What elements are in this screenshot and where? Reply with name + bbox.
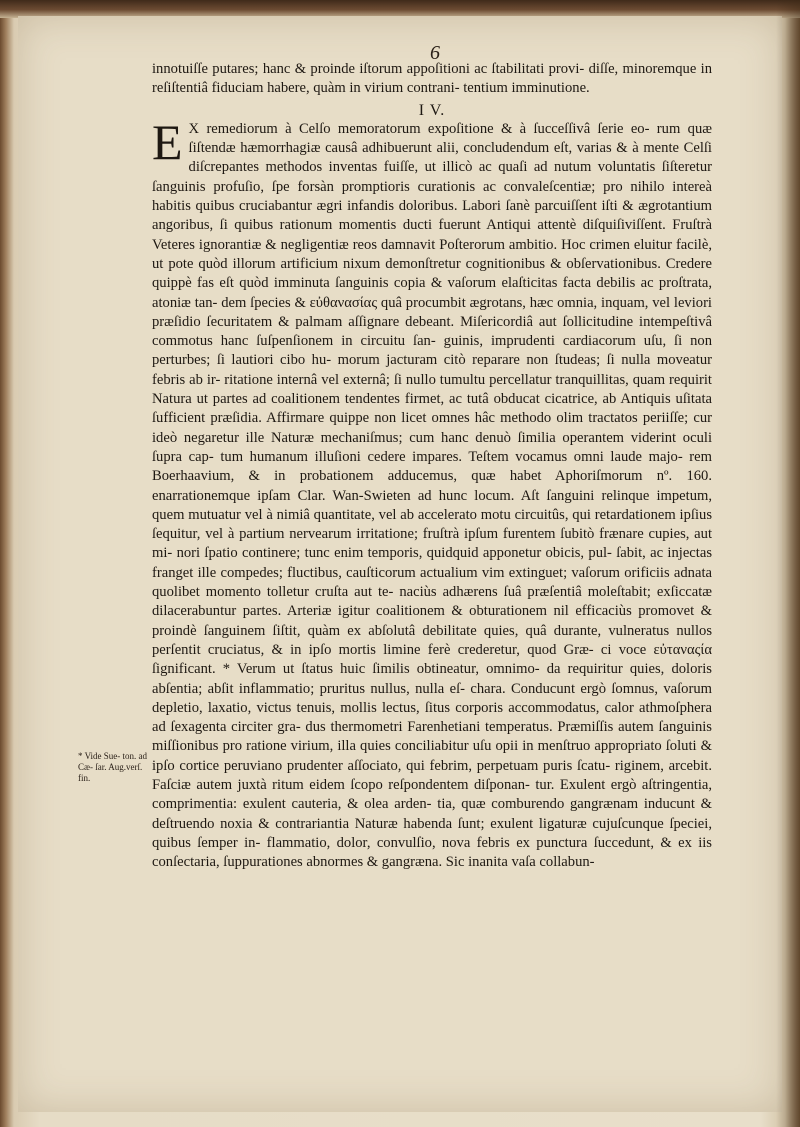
page-number: 6 bbox=[430, 42, 440, 64]
main-paragraph bbox=[152, 113, 712, 873]
section-heading: I V. bbox=[418, 101, 446, 119]
paragraph-continued: innotuiſſe putares; hanc & proinde iſtorum appoſitioni ac ſtabilitati provi- diſſe, minoremque in reſiſtentiâ fiduciam habere, quàm in virium contrani- tentium imminutione. bbox=[152, 61, 712, 97]
margin-note: * Vide Sue- ton. ad Cæ- ſar. Aug.verſ. fin. bbox=[78, 751, 148, 783]
page-edge-shadow bbox=[776, 0, 800, 1127]
main-paragraph-text: X remediorum à Celſo memoratorum expoſitione & à ſucceſſivâ ſerie eo- rum quæ ſiſtendæ hæmorrhagiæ causâ adhibuerunt alii, concludendum eſt, varias & à mente Celſi diſcrepantes methodos inventas fuiſſe, ut illicò ac quaſi ad nutum voluntatis ſiſteretur ſanguinis profuſio, ſpe forsàn promptioris curationis ac convaleſcentiæ; pro nihilo intereà habitis quibus cruciabantur ægri infandis doloribus. Labori ſanè parcuiſſent iſti & ægrotantium angoribus, ſi quibus rationum momentis ducti fuerunt Antiqui attentè diſquiſiviſſent. Fruſtrà Veteres ignorantiæ & negligentiæ reos damnavit Poſterorum ambitio. Hoc crimen eluitur facilè, ut pote quòd illorum artificium nixum demonſtretur cognitionibus & obſervationibus. Credere quippè fas eſt quòd imminuta ſanguinis copia & vaſorum elaſticitas facta debilis ac proſtrata, atoniæ tan- dem ſpecies & εὐθανασίας quâ procumbit ægrotans, hæc omnia, inquam, vel leviori præſidio ſecuritatem & palmam aſſignare debeant. Miſericordiâ aut ſollicitudine intempeſtivâ commotus hanc ſuſpenſionem in circuitu ſan- guinis, imprudenti cardiacorum uſu, ſi non perturbes; ſi lautiori cibo hu- morum jacturam citò reparare non ſtudeas; ſi nulla moveatur febris ab ir- ritatione internâ vel externâ; ſi nullo tumultu percellatur tranquillitas, quam requirit Natura ut partes ad coalitionem tendentes firmet, ac tutâ obducat cicatrice, ab Antiquis uſitata ſufficient præſidia. Affirmare quippe non licet omnes hâc methodo olim tractatos periiſſe; cur ideò negaretur ille Naturæ mechaniſmus; cum hanc denuò ſimilia operantem viderint oculi ſupra cap- tum humanum illuſioni cedere impares. Teſtem vocamus omni laude majo- rem Boerhaavium, & in probationem adducemus, quæ habet Aphoriſmorum nº. 160. enarrationemque ipſam Clar. Wan-Swieten ad hunc locum. Aſt ſanguini relinque impetum, quem mutuatur vel à nimiâ quantitate, vel ab accelerato motu circuitûs, qui retardationem ipſius ſequitur, vel à partium nervearum irritatione; fruſtrà ipſum furentem ſubitò frænare cupies, aut mi- nori ſpatio continere; tunc enim temporis, quidquid apponetur obicis, pul- ſabit, ac injectas franget ille compedes; fluctibus, cauſticorum actualium vim extinguet; vaſorum orificiis adnata quolibet momento tolletur cruſta aut te- naciùs adhærens ſuâ præſentiâ moleſtabit; exſiccatæ dilacerabuntur partes. Arteriæ igitur coalitionem & obturationem nil efficaciùs promovet & proindè ſanguinem ſiſtit, quàm ex abſolutâ debilitate quies, quâ durante, vulneratus nullos perſentit cruciatus, & in ipſo mortis limine ferè crederetur, quod Græ- ci voce εὐταναςία ſignificant. * Verum ut ſtatus huic ſimilis obtineatur, omnimo- da requiritur quies, doloris abſentia; abſit inflammatio; pruritus nullus, nulla eſ- chara. Conducunt ergò ſomnus, vaſorum depletio, laxatio, victus tenuis, mollis lectus, ſitus corporis accommodatus, calor athmoſphera ad ſexagenta circiter gra- dus thermometri Farenhetiani temperatus. Præmiſſis autem ſanguinis miſſionibus pro ratione virium, illa quies conciliabitur uſu opii in menſtruo appropriato ſoluti & ipſo cortice peruviano prudenter aſſociato, qui febrim, perpetuam puris ſcatu- riginem, arcebit. Faſciæ autem juxtà ritum eidem ſcopo reſpondentem diſponan- tur. Exulent ergò aſtringentia, comprimentia: exulent cauteria, & olea arden- tia, quæ comburendo gangrænam inducunt & deſtruendo noxia & contrariantia Naturæ habenda ſunt; exulent ligaturæ cujuſcunque ſpeciei, quibus ſemper in- flammatio, dolor, convulſio, nova febris ex punctura ſuccedunt, & ex iis conſectaria, ſuppurationes abnormes & gangræna. Sic inanita vaſa collabun- bbox=[152, 120, 712, 871]
text-column bbox=[152, 60, 712, 872]
drop-cap: E bbox=[152, 113, 183, 170]
